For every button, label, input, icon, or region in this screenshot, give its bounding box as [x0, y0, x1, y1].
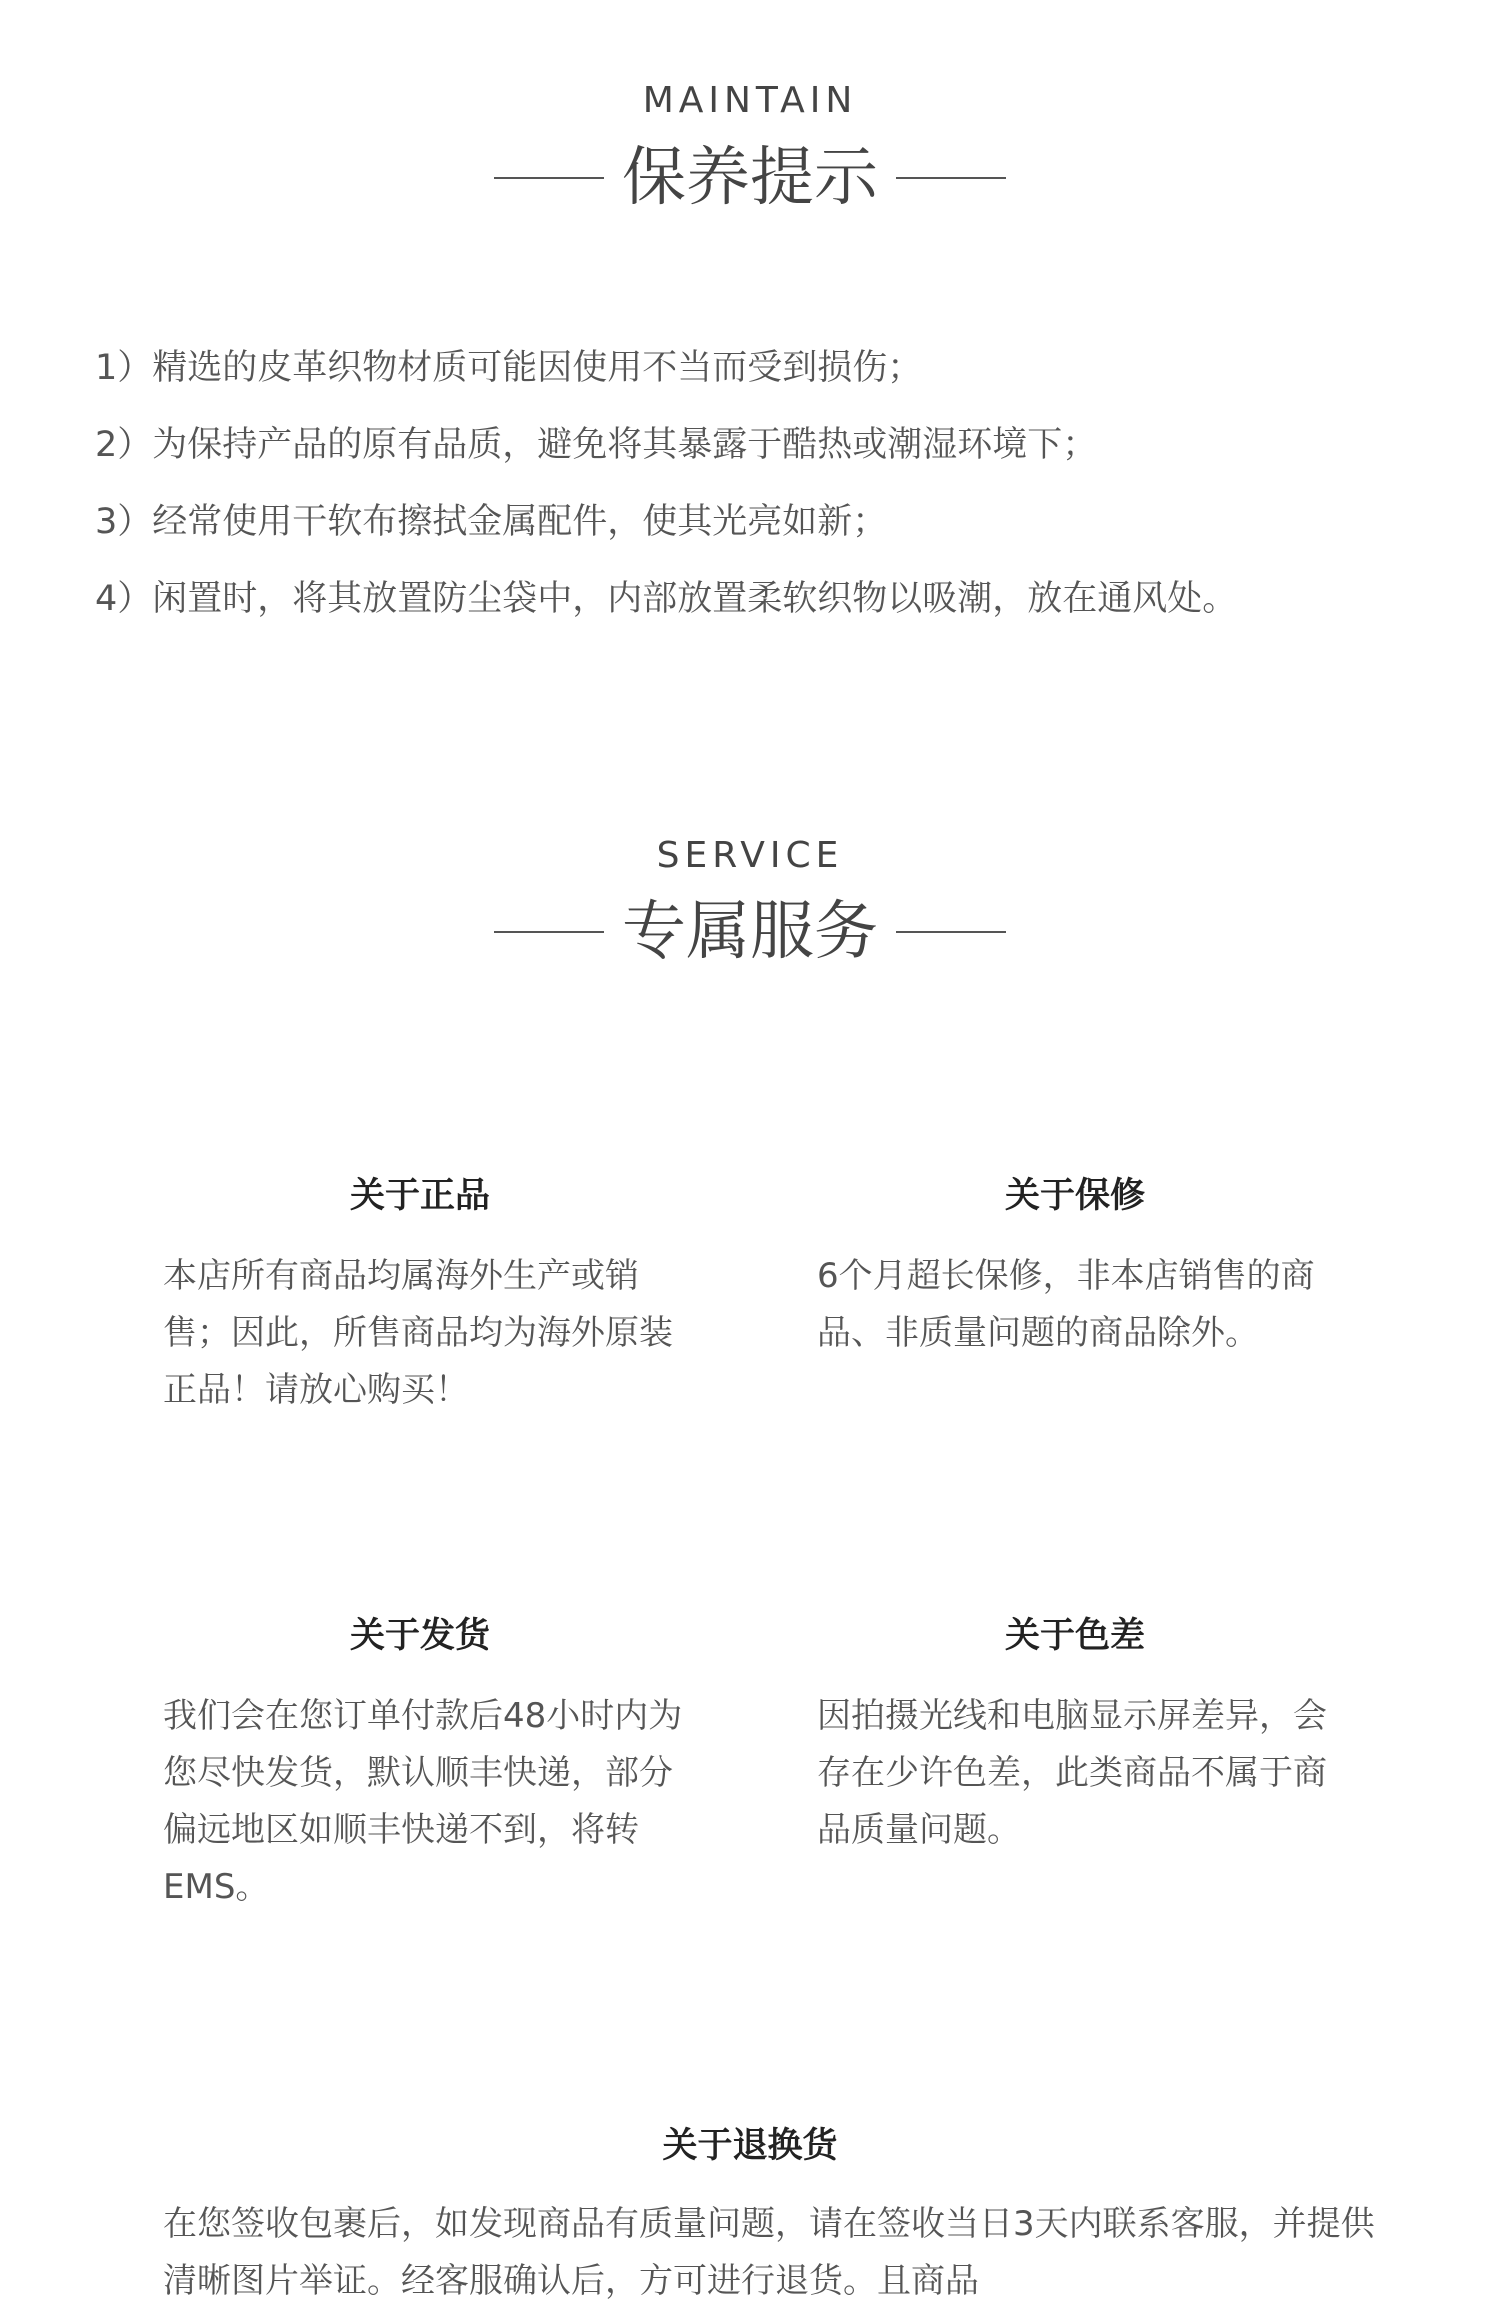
service-body-color: 因拍摄光线和电脑显示屏差异，会存在少许色差，此类商品不属于商品质量问题。	[817, 1696, 1327, 1850]
maintain-en-title: MAINTAIN	[642, 80, 858, 121]
service-heading-color: 关于色差	[1004, 1616, 1145, 1656]
title-right-dash	[896, 931, 1006, 933]
service-body-authentic: 本店所有商品均属海外生产或销售；因此，所售商品均为海外原装正品！请放心购买！	[163, 1256, 673, 1410]
service-en-title: SERVICE	[656, 835, 844, 876]
maintain-tips-list	[95, 330, 1435, 638]
service-title-row	[0, 892, 1500, 972]
maintain-title-row	[0, 138, 1500, 218]
service-body-warranty: 6个月超长保修，非本店销售的商品、非质量问题的商品除外。	[817, 1256, 1315, 1353]
maintain-zh-title: 保养提示	[622, 141, 878, 215]
tip-item: 2）为保持产品的原有品质，避免将其暴露于酷热或潮湿环境下；	[95, 425, 1098, 465]
service-body-returns: 在您签收包裹后，如发现商品有质量问题，请在签收当日3天内联系客服，并提供清晰图片举证。经客服确认后，方可进行退货。且商品	[163, 2204, 1375, 2301]
title-left-dash	[494, 177, 604, 179]
title-left-dash	[494, 931, 604, 933]
tip-item: 1）精选的皮革织物材质可能因使用不当而受到损伤；	[95, 348, 923, 388]
service-heading-warranty: 关于保修	[1004, 1176, 1145, 1216]
service-heading-authentic: 关于正品	[349, 1176, 490, 1216]
tip-item: 4）闲置时，将其放置防尘袋中，内部放置柔软织物以吸潮，放在通风处。	[95, 579, 1238, 619]
service-heading-returns: 关于退换货	[662, 2126, 838, 2166]
service-heading-shipping: 关于发货	[349, 1616, 490, 1656]
service-body-shipping: 我们会在您订单付款后48小时内为您尽快发货，默认顺丰快递，部分偏远地区如顺丰快递不到，将转EMS。	[163, 1696, 683, 1907]
tip-item: 3）经常使用干软布擦拭金属配件，使其光亮如新；	[95, 502, 888, 542]
service-zh-title: 专属服务	[622, 895, 878, 969]
title-right-dash	[896, 177, 1006, 179]
